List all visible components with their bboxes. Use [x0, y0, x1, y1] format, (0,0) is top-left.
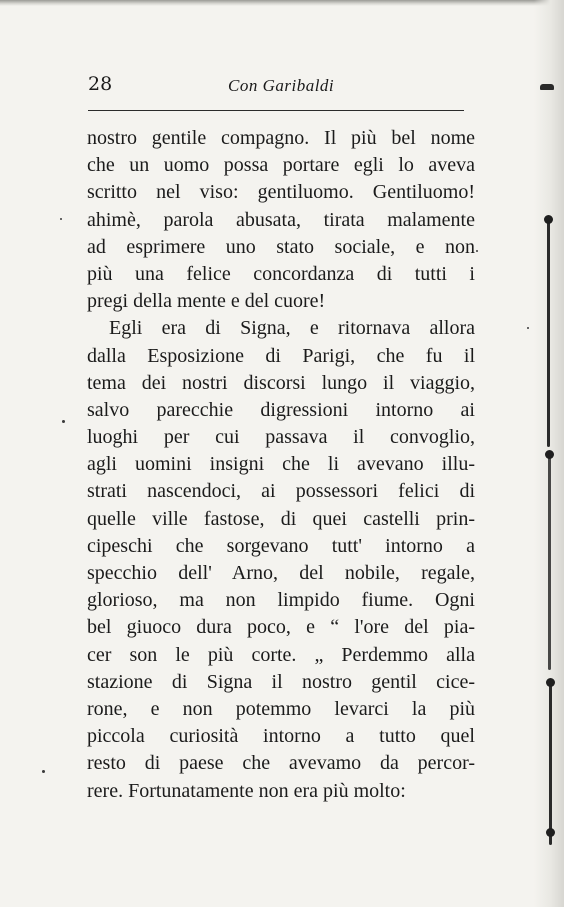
header-rule [88, 110, 464, 111]
text-line: tema dei nostri discorsi lungo il viaggio, [87, 371, 475, 394]
text-line: Egli era di Signa, e ritornava allora [109, 317, 475, 340]
body-text [87, 125, 475, 805]
paper-speck [476, 250, 478, 252]
binding-thread [549, 680, 552, 845]
binding-stitch [544, 215, 553, 224]
text-line: pregi della mente e del cuore! [87, 290, 326, 313]
running-title: Con Garibaldi [228, 76, 335, 95]
paper-speck [527, 327, 529, 329]
text-line: ahimè, parola abusata, tirata malamente [87, 208, 475, 231]
text-line: luoghi per cui passava il convoglio, [87, 426, 475, 449]
text-line: cipeschi che sorgevano tutt' intorno a [87, 534, 475, 557]
text-line: rone, e non potemmo levarci la più [87, 697, 475, 720]
binding-stitch [546, 828, 555, 837]
text-line: agli uomini insigni che li avevano illu- [87, 453, 475, 476]
text-line: strati nascendoci, ai possessori felici di [87, 480, 475, 503]
text-line: dalla Esposizione di Parigi, che fu il [87, 344, 475, 367]
binding-stitch [545, 450, 554, 459]
binding-stitch [546, 678, 555, 687]
binding-thread [548, 455, 551, 670]
text-line: bel giuoco dura poco, e “ l'ore del pia- [87, 616, 475, 639]
text-line: piccola curiosità intorno a tutto quel [87, 725, 475, 748]
text-line: quelle ville fastose, di quei castelli prin- [87, 507, 475, 530]
paper-speck [62, 420, 65, 423]
text-line: stazione di Signa il nostro gentil cice- [87, 670, 475, 693]
text-line: scritto nel viso: gentiluomo. Gentiluomo! [87, 181, 475, 204]
page-top-edge-shadow [0, 0, 564, 6]
text-line: glorioso, ma non limpido fiume. Ogni [87, 589, 475, 612]
text-line: più una felice concordanza di tutti i [87, 262, 475, 285]
text-line: cer son le più corte. „ Perdemmo alla [87, 643, 475, 666]
text-line: ad esprimere uno stato sociale, e non [87, 235, 475, 258]
paper-speck [60, 218, 62, 220]
text-line: resto di paese che avevamo da percor- [87, 752, 475, 775]
paper-speck [42, 770, 45, 773]
text-line: nostro gentile compagno. Il più bel nome [87, 127, 475, 149]
text-line: salvo parecchie digressioni intorno ai [87, 398, 475, 421]
text-line: specchio dell' Arno, del nobile, regale, [87, 562, 475, 584]
binding-stitch [540, 84, 554, 90]
running-head [86, 70, 466, 104]
text-line: rere. Fortunatamente non era più molto: [87, 779, 406, 802]
binding-thread [547, 222, 550, 447]
page-number: 28 [88, 73, 113, 95]
text-line: che un uomo possa portare egli lo aveva [87, 154, 475, 177]
